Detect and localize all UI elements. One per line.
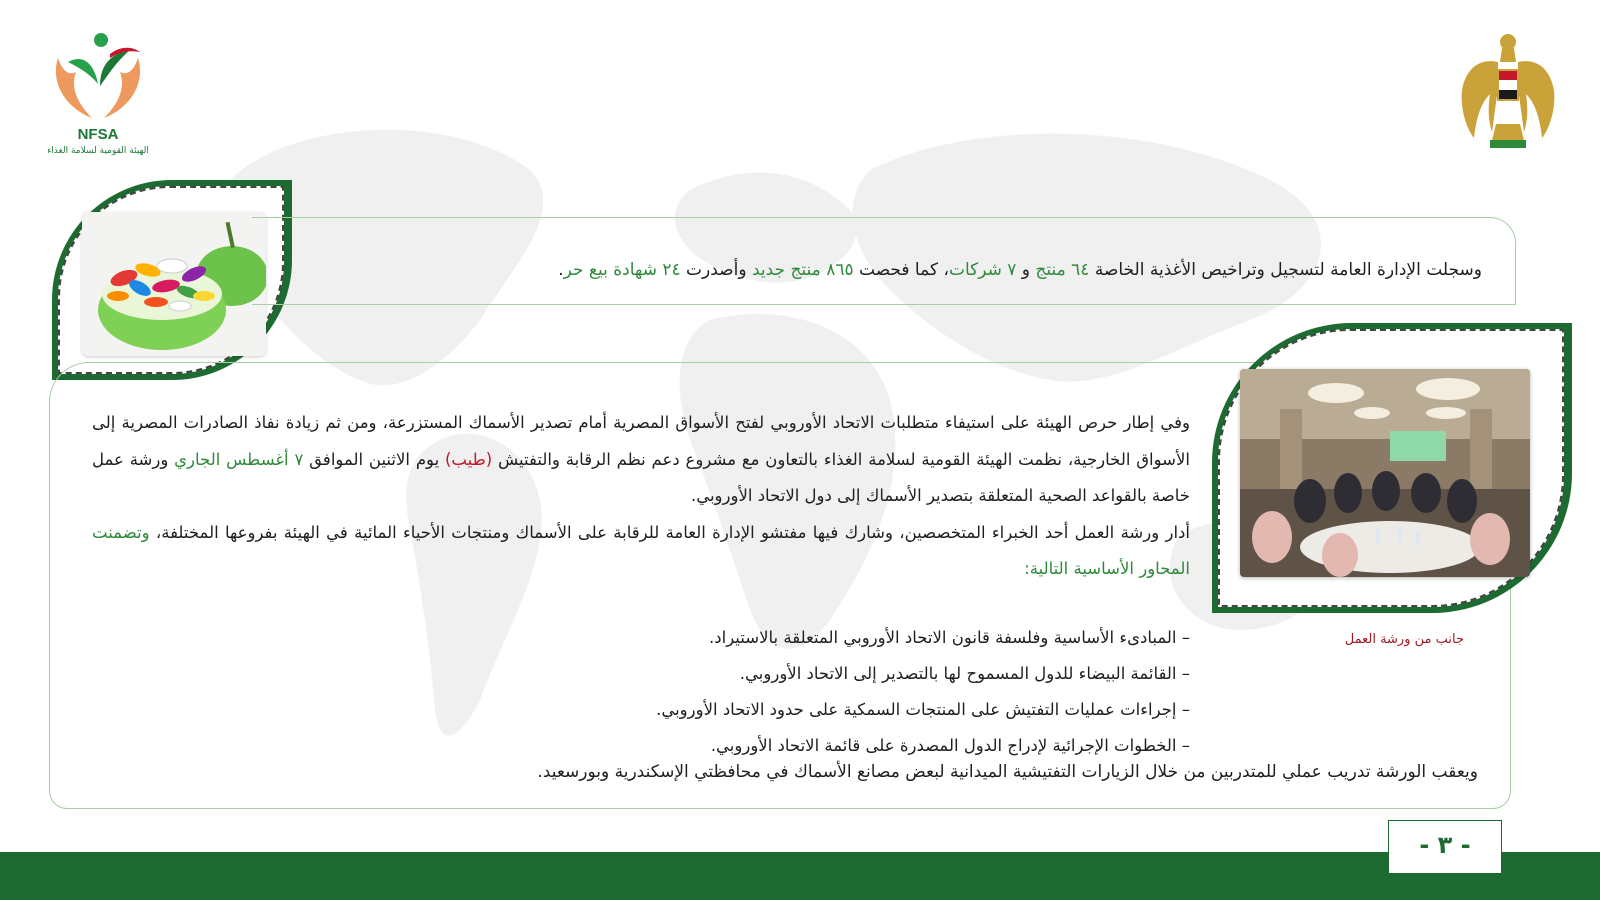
companies-count: ٧ شركات — [948, 260, 1017, 280]
paragraph-text: يوم الاثنين الموافق — [303, 449, 445, 469]
topic-item: – إجراءات عمليات التفتيش على المنتجات السمكية على حدود الاتحاد الأوروبي. — [430, 692, 1190, 728]
page-number-box — [1388, 820, 1502, 874]
summary-text: و — [1016, 260, 1036, 280]
topics-heading: وتضمنت المحاور الأساسية التالية: — [92, 522, 1190, 578]
summary-text: وأصدرت — [680, 260, 752, 280]
workshop-paragraph — [92, 405, 1190, 515]
closing-statement: ويعقب الورشة تدريب عملي للمتدربين من خلال الزيارات التفتيشية الميدانية لبعض مصانع الأسماك في محافظتي الإسكندرية وبورسعيد. — [537, 762, 1478, 782]
summary-text: وسجلت الإدارة العامة لتسجيل وتراخيص الأغذية الخاصة — [1089, 260, 1482, 280]
photo-caption: جانب من ورشة العمل — [1344, 632, 1464, 647]
new-products-count: ٨٦٥ منتج جديد — [751, 260, 854, 280]
nfsa-hands-icon — [48, 28, 148, 124]
paragraph-text: ورشة عمل خاصة بالقواعد الصحية المتعلقة بتصدير الأسماك إلى دول الاتحاد الأوروبي. — [92, 449, 1190, 505]
registration-summary — [292, 260, 1482, 280]
topic-item: – القائمة البيضاء للدول المسموح لها بالتصدير إلى الاتحاد الأوروبي. — [430, 656, 1190, 692]
nfsa-acronym: NFSA — [77, 126, 119, 143]
summary-text: ، كما فحصت — [853, 260, 949, 280]
egypt-eagle-emblem-icon — [1458, 28, 1558, 153]
topic-item: – المبادىء الأساسية وفلسفة قانون الاتحاد الأوروبي المتعلقة بالاستيراد. — [430, 620, 1190, 656]
certificates-count: ٢٤ شهادة بيع حر — [563, 260, 681, 280]
workshop-date: ٧ أغسطس الجاري — [174, 449, 304, 469]
pills-apple-photo — [82, 212, 266, 356]
page-number: - ٣ - — [1419, 831, 1471, 859]
nfsa-logo — [40, 28, 160, 163]
paragraph-text: وفي إطار حرص الهيئة على استيفاء متطلبات الاتحاد الأوروبي لفتح الأسواق المصرية أمام تصدير الأسماك المستزرعة، ومن ثم زيادة نفاذ الصادرات المصرية إلى الأسواق الخارجية، نظمت الهيئة القومية لسلامة الغذاء بالتعاون مع مشروع دعم نظم الرقابة والتفتيش — [92, 413, 1190, 469]
topic-item: – الخطوات الإجرائية لإدراج الدول المصدرة على قائمة الاتحاد الأوروبي. — [430, 728, 1190, 764]
nfsa-name-arabic: الهيئة القومية لسلامة الغذاء — [47, 146, 149, 156]
project-name: (طيب) — [444, 449, 493, 469]
workshop-description — [92, 405, 1190, 588]
footer-bar — [0, 852, 1600, 900]
topics-list — [430, 620, 1190, 764]
workshop-paragraph — [92, 515, 1190, 588]
workshop-photo — [1240, 369, 1530, 577]
summary-text: . — [558, 260, 564, 280]
products-count: ٦٤ منتج — [1035, 260, 1090, 280]
paragraph-text: أدار ورشة العمل أحد الخبراء المتخصصين، وشارك فيها مفتشو الإدارة العامة للرقابة على الأسماك ومنتجات الأحياء المائية في الهيئة بفروعها المختلفة، — [149, 522, 1190, 542]
